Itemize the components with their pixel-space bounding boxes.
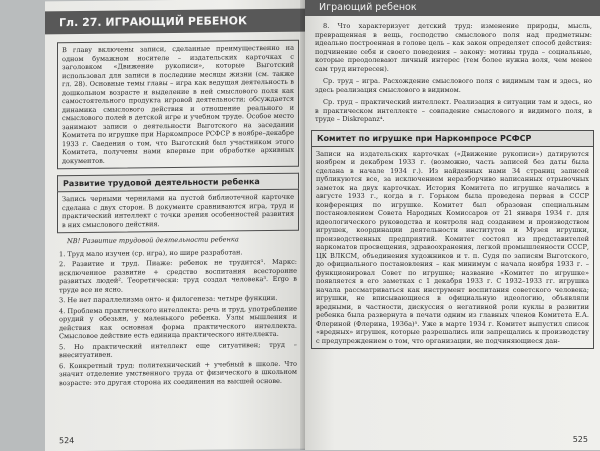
paragraph: 8. Что характеризует детский труд: изменение природы, мысль, превращенная в вещь, господство смыслового поля над предметным: идеально построенная в голове цель – как закон определяет способ действия: подчинение себя и своего поведения – закону: мотивы труда – социальные, которые преодолевают личный интерес (тем более нужна воля, чем менее сам труд интересен). [315,22,592,73]
list-item: 5. Но практический интеллект еще ситуативен; труд – внеситуативен. [59,340,297,360]
section-heading-labor: Развитие трудовой деятельности ребенка [57,173,299,192]
note-lead: NB! Развитие трудовой деятельности ребенка [67,235,239,246]
list-item: 2. Развитие и труд. Пиаже: ребенок не трудится¹. Маркс: исключенное развитие + средство воспитания всесторонне развитых людей². Теоретически: труд создал человека³. Ergo в труде все не ясно. [59,257,297,294]
paragraph: Ср. труд – игра. Расхождение смыслового поля с видимым там и здесь, но здесь реализация смыслового в видимом. [315,77,592,94]
chapter-intro-box: В главу включены записи, сделанные преимущественно на одном бумажном носителе – издательских карточках с заголовком «Движение рукописи», которые Выготский использовал для записи в последние месяцы жизни (см. также гл. 28). Основные темы главы – игра как ведущая деятельность в дошкольном возрасте и выделение в ней смыслового поля как самостоятельного продукта игровой деятельности; обсуждается динамика смыслового действия и отношение реального и смыслового полей в детской игре и учебном труде. Особое место занимают записи о деятельности Выготского на заседании Комитета по игрушке при Наркомпросе РСФСР в ноябре–декабре 1933 г. Сведения о том, что Выготский был участником этого Комитета, получены нами впервые при обработке архивных документов. [57,40,299,170]
section-committee-box: Записи на издательских карточках («Движение рукописи») датируются ноябрем и декабрем 1933 г. (возможно, часть записей без даты была сделана в начале 1934 г.). Из найденных нами 34 страниц записей публикуются все, за исключением неразборчиво написанных отрывочных заметок на двух карточках. История Комитета по игрушке начались в августе 1933 г., когда в г. Горьком была проведена первая в СССР конференция по игрушке. Комитет был образован специальным постановлением Совета Народных Комиссаров от 21 января 1934 г. для идеологического руководства и контроля над созданием и производством игрушек, координации деятельности институтов и Музея игрушки, производственных предприятий. Комитет состоял из представителей наркоматов просвещения, здравоохранения, легкой промышленности СССР, ЦК ВЛКСМ, объединения художников и т. п. Судя по записям Выготского, до официального постановления – как минимум с начала ноября 1933 г. – функционировал Совет по игрушке; название «Комитет по игрушке» появляется в его заметках с 1 декабря 1933 г. С 1932–1933 гг. игрушка начала рассматриваться как инструмент воспитания советского человека; игрушки, не вписывающиеся в официальную идеологию, объявляли вредными, в частности, дискуссия о негативной роли куклы в развитии ребенка была развернута в печати одним из главных членов Комитета Е.А. Флериной (Флерина, 1936а)⁵. Уже в марте 1934 г. Комитет выпустил список «вредных» игрушек, которые разрешались или запрещались к производству с предупреждением о том, что организации, не подчиняющиеся дан- [311,146,594,350]
chapter-heading: Гл. 27. ИГРАЮЩИЙ РЕБЕНОК [45,9,305,35]
paragraph: Ср. труд – практический интеллект. Реализация в ситуации там и здесь, но в практическом интеллекте – совпадение смыслового и видимого поля, в труде – Diskrepanz⁴. [315,98,592,123]
list-item: 1. Труд мало изучен (ср. игра), но шире разработан. [59,247,243,258]
list-item: 3. Не нет параллелизма онто- и филогенеза: четыре функции. [59,293,278,305]
section-intro-box: Запись черными чернилами на пустой библиотечной карточке сделана с двух сторон. В документе сравниваются игра, труд и практический интеллект с точки зрения особенностей развития в них смыслового действия. [57,189,299,234]
list-item: 6. Конкретный труд: политехнический + учебный в школе. Что значит отделение умственного труда от физического в школьном возрасте: это другая сторона их соединения на высшей основе. [59,359,297,387]
page-number-left: 524 [59,436,75,446]
list-item: 4. Проблема практического интеллекта: речь и труд, употребление орудий у обезьян, у маленького ребенка. Узлы мышления и действия как основная форма практического интеллекта. Смысловое действие есть единица практического интеллекта. [59,304,297,341]
running-head: Играющий ребенок [305,0,600,16]
section-heading-committee: Комитет по игрушке при Наркомпросе РСФСР [311,130,594,146]
left-body-text [59,235,297,387]
right-body-text [315,22,592,124]
right-page [305,0,600,450]
left-page [45,0,305,451]
page-number-right: 525 [572,435,588,444]
